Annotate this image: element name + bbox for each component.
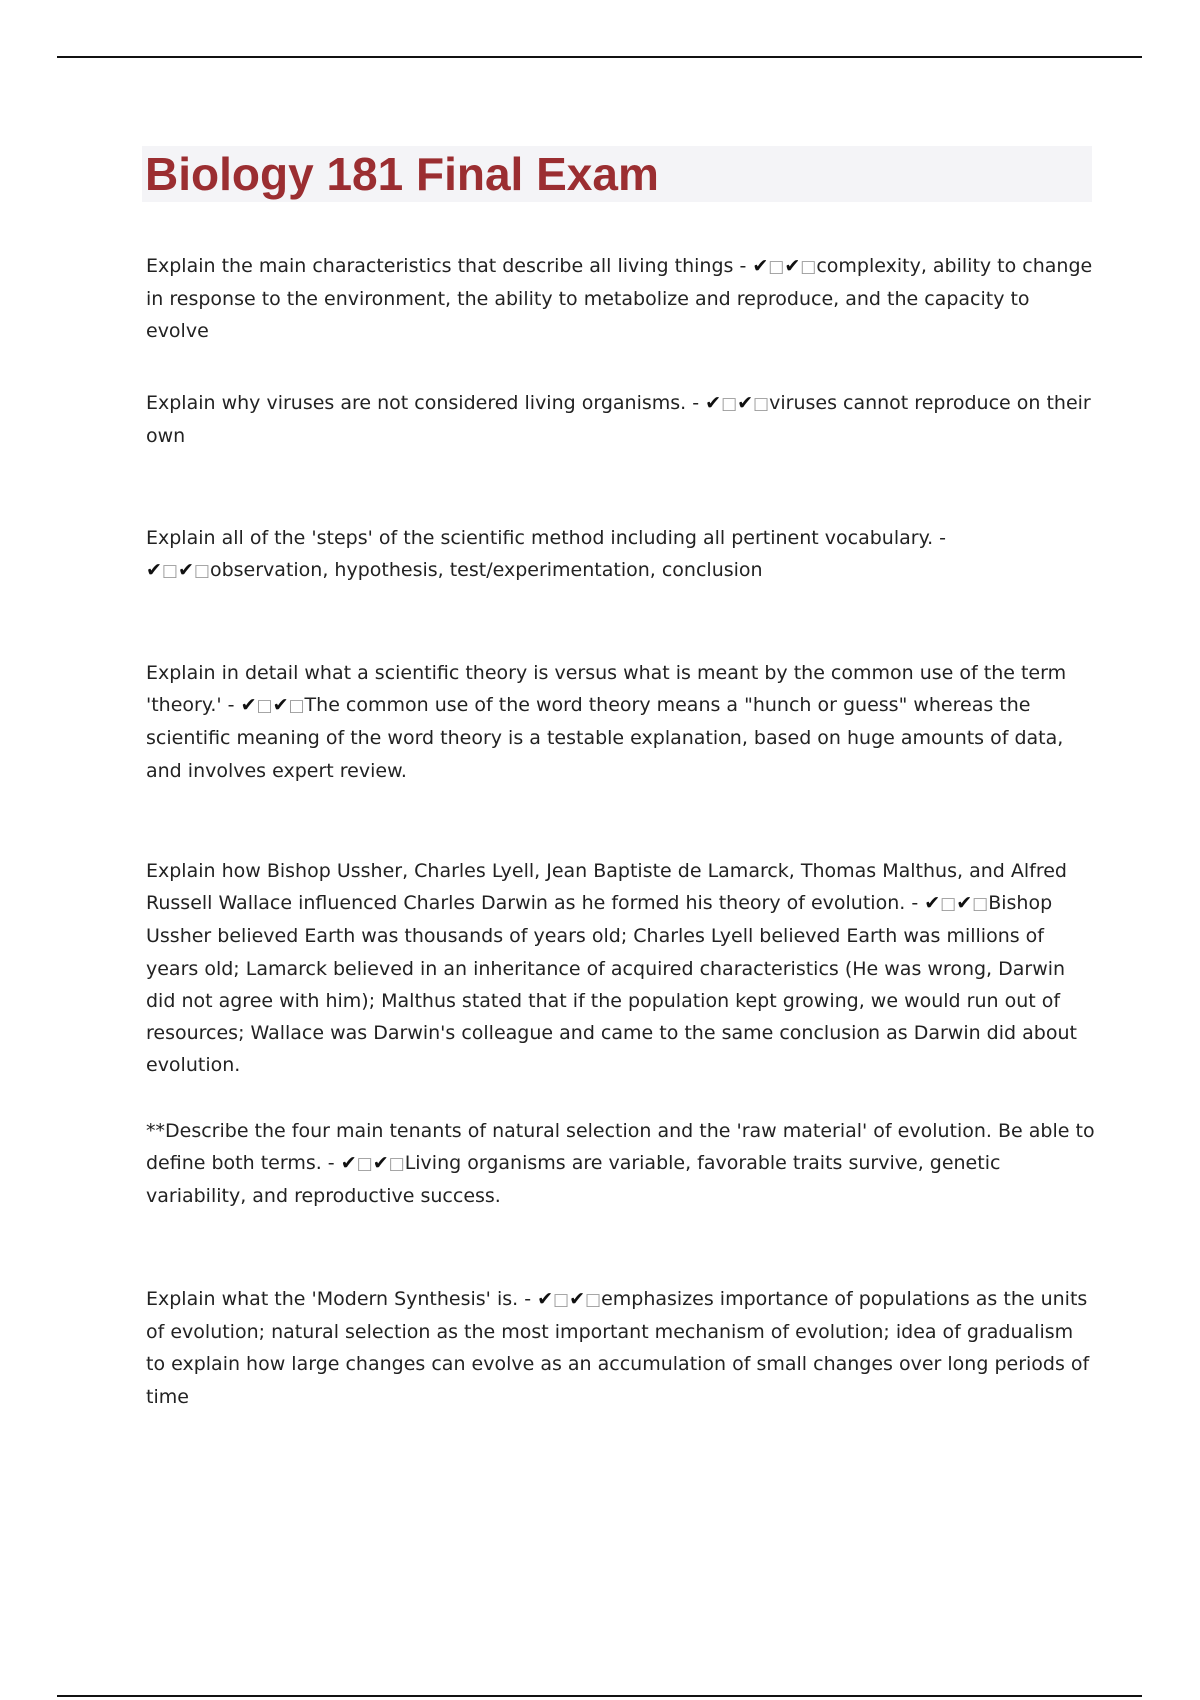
qa-item-7	[146, 1283, 1096, 1413]
check-icon: ✔	[340, 1152, 357, 1175]
box-icon: □	[721, 394, 738, 414]
question-text: Explain what the 'Modern Synthesis' is. -	[146, 1288, 538, 1310]
box-icon: □	[768, 257, 785, 277]
box-icon: □	[553, 1290, 570, 1310]
answer-text: viruses cannot reproduce on their own	[146, 392, 1091, 448]
answer-text: emphasizes importance of populations as the units of evolution; natural selection as the most important mechanism of evolution; idea of gradualism to explain how large changes can evolve as an accumulation of small changes over long periods of time	[146, 1288, 1090, 1408]
check-icon: ✔	[569, 1288, 586, 1310]
answer-text: complexity, ability to change in response to the environment, the ability to metabolize and reproduce, and the capacity to evolve	[146, 255, 1093, 343]
box-icon: □	[972, 894, 989, 915]
check-icon: ✔	[177, 559, 194, 582]
check-icon: ✔	[240, 694, 257, 717]
answer-text: Bishop Ussher believed Earth was thousands of years old; Charles Lyell believed Earth was millions of years old; Lamarck believed in an inheritance of acquired characteristics (He was wrong, Darwin did not agree with him); Malthus stated that if the population kept growing, we would run out of resources; Wallace was Darwin's colleague and came to the same conclusion as Darwin did about evolution.	[146, 892, 1077, 1077]
box-icon: □	[753, 394, 770, 414]
qa-item-4	[146, 657, 1096, 787]
check-icon: ✔	[956, 892, 973, 915]
document-title: Biology 181 Final Exam	[145, 148, 659, 200]
question-text: Explain the main characteristics that describe all living things -	[146, 255, 753, 277]
check-icon: ✔	[372, 1152, 389, 1175]
check-icon: ✔	[537, 1288, 554, 1310]
question-text: Explain why viruses are not considered living organisms. -	[146, 392, 706, 414]
question-text: Explain all of the 'steps' of the scientific method including all pertinent vocabulary. -	[146, 527, 947, 549]
bottom-rule	[57, 1695, 1142, 1697]
qa-item-2	[146, 387, 1096, 452]
qa-item-6	[146, 1115, 1096, 1213]
check-icon: ✔	[784, 255, 801, 277]
box-icon: □	[940, 894, 957, 915]
box-icon: □	[800, 257, 817, 277]
qa-item-3	[146, 522, 1096, 587]
answer-text: observation, hypothesis, test/experimentation, conclusion	[209, 559, 763, 582]
box-icon: □	[288, 696, 305, 717]
question-text: Explain in detail what a scientific theory is versus what is meant by the common use of the term 'theory.' -	[146, 662, 1067, 717]
box-icon: □	[161, 561, 178, 582]
question-text: **Describe the four main tenants of natural selection and the 'raw material' of evolution. Be able to define both terms. -	[146, 1120, 1095, 1175]
qa-item-1	[146, 250, 1096, 348]
box-icon: □	[193, 561, 210, 582]
check-icon: ✔	[272, 694, 289, 717]
check-icon: ✔	[924, 892, 941, 915]
check-icon: ✔	[752, 255, 769, 277]
answer-text: The common use of the word theory means a "hunch or guess" whereas the scientific meaning of the word theory is a testable explanation, based on huge amounts of data, and involves expert review.	[146, 694, 1064, 782]
box-icon: □	[256, 696, 273, 717]
answer-text: Living organisms are variable, favorable traits survive, genetic variability, and reproductive success.	[146, 1152, 1001, 1208]
check-icon: ✔	[146, 559, 162, 582]
check-icon: ✔	[737, 392, 754, 414]
box-icon: □	[388, 1154, 405, 1175]
top-rule	[57, 56, 1142, 58]
box-icon: □	[585, 1290, 602, 1310]
qa-item-5	[146, 855, 1096, 1081]
box-icon: □	[356, 1154, 373, 1175]
check-icon: ✔	[705, 392, 722, 414]
question-text: Explain how Bishop Ussher, Charles Lyell, Jean Baptiste de Lamarck, Thomas Malthus, and Alfred Russell Wallace influenced Charles Darwin as he formed his theory of evolution. -	[146, 860, 1067, 915]
